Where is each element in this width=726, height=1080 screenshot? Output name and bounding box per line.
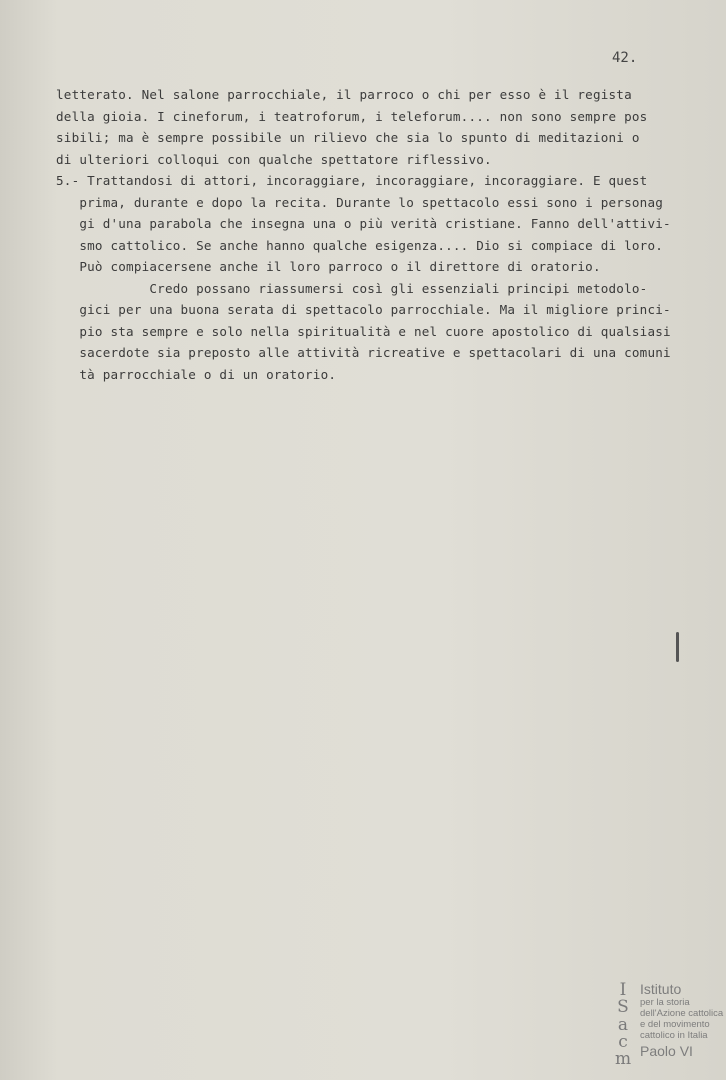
- text-line: letterato. Nel salone parrocchiale, il parroco o chi per esso è il regista: [56, 87, 632, 102]
- text-line: pio sta sempre e solo nella spiritualità e nel cuore apostolico di qualsiasi: [56, 323, 671, 339]
- page-number: 42.: [612, 50, 638, 66]
- logo-text-line: Istituto: [640, 981, 682, 997]
- text-line: Può compiacersene anche il loro parroco o il direttore di oratorio.: [56, 259, 601, 274]
- text-line: smo cattolico. Se anche hanno qualche esigenza.... Dio si compiace di loro.: [56, 237, 664, 253]
- archive-watermark-logo: [608, 980, 724, 1069]
- text-line: prima, durante e dopo la recita. Durante lo spettacolo essi sono i personag: [56, 194, 664, 210]
- margin-pencil-mark: [676, 632, 679, 662]
- text-line: sibili; ma è sempre possibile un rilievo che sia lo spunto di meditazioni o: [56, 130, 640, 145]
- text-line: 5.- Trattandosi di attori, incoraggiare, incoraggiare, incoraggiare. E quest: [56, 173, 648, 188]
- logo-letter: m: [614, 1049, 632, 1069]
- text-line: sacerdote sia preposto alle attività ricreative e spettacolari di una comuni: [56, 345, 671, 360]
- typed-text-body: [56, 84, 706, 385]
- logo-text-line: Paolo VI: [640, 1043, 693, 1059]
- logo-letter: S: [617, 997, 629, 1018]
- logo-text-line: cattolico in Italia: [640, 1030, 708, 1041]
- text-line: Credo possano riassumersi così gli essenziali principi metodolo-: [56, 280, 648, 296]
- text-line: della gioia. I cineforum, i teatroforum, i teleforum.... non sono sempre pos: [56, 108, 648, 124]
- text-line: di ulteriori colloqui con qualche spettatore riflessivo.: [56, 151, 492, 167]
- logo-text-line: e del movimento: [640, 1019, 710, 1030]
- text-line: gici per una buona serata di spettacolo parrocchiale. Ma il migliore princi-: [56, 302, 671, 317]
- logo-letter: c: [618, 1031, 628, 1052]
- logo-monogram: [608, 982, 638, 1068]
- text-line: gi d'una parabola che insegna una o più verità cristiane. Fanno dell'attivi-: [56, 216, 671, 231]
- logo-text-line: per la storia: [640, 997, 690, 1008]
- logo-letter: a: [617, 1014, 629, 1035]
- logo-text-line: dell'Azione cattolica: [640, 1008, 724, 1019]
- logo-letter: I: [619, 980, 627, 1000]
- text-line: tà parrocchiale o di un oratorio.: [56, 366, 337, 382]
